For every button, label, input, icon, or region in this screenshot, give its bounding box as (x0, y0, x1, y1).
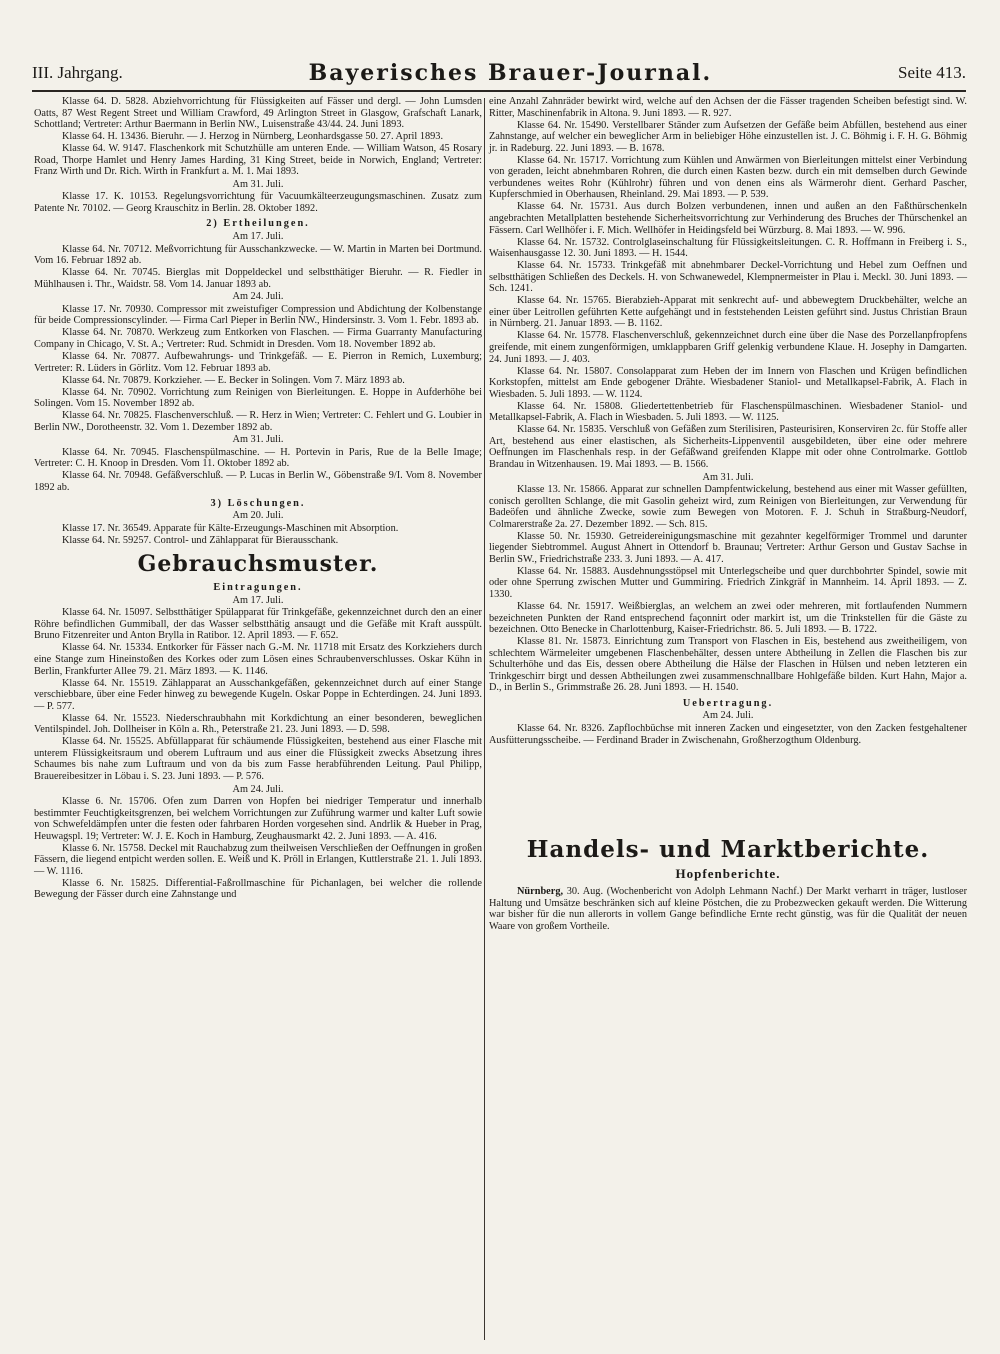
left-column (34, 96, 482, 902)
entry: Klasse 64. Nr. 70825. Flaschenverschluß. — R. Herz in Wien; Vertreter: C. Fehlert und G. Loubier in Berlin NW., Dorotheenstr. 32. Vom 1. Dezember 1892 ab. (34, 410, 482, 433)
entry: Klasse 64. Nr. 70945. Flaschenspülmaschine. — H. Portevin in Paris, Rue de la Belle Image; Vertreter: C. H. Knoop in Dresden. Vom 11. Oktober 1892 ab. (34, 446, 482, 470)
market-place: Nürnberg, (517, 886, 564, 898)
entry: Klasse 64. Nr. 70902. Vorrichtung zum Reinigen von Bierleitungen. E. Hoppe in Aufderhöhe bei Solingen. Vom 15. November 1892 ab. (34, 386, 482, 410)
entry: Klasse 81. Nr. 15873. Einrichtung zum Transport von Flaschen in Eis, bestehend aus zweitheiligem, von schlechtem Wärmeleiter umgebenen Flaschenbehälter, dessen untere Abtheilung in Zellen die Flaschen bis zur Schulterhöhe und das Eis, dessen obere Abtheilung die Hälse der Flaschen in Hülsen und neben letzteren ein Trinkgeschirr birgt und dessen Abtheilungen zwei zusammenschnallbare Hohlgefäße bilden. Kurt Hahn, Major a. D., in Berlin S., Grimmstraße 26. 28. Juni 1893. — H. 1540. (489, 636, 967, 694)
entry: Klasse 64. Nr. 15097. Selbstthätiger Spülapparat für Trinkgefäße, gekennzeichnet durch den an einer Röhre befindlichen Gummiball, der das Wasser selbstthätig ansaugt und die Gefäße mit Kraft ausspült. Bruno Fitzenreiter und Anton Brylla in Ratibor. 12. April 1893. — F. 652. (34, 607, 482, 642)
entry: Klasse 64. Nr. 15883. Ausdehnungsstöpsel mit Unterlegscheibe und quer durchbohrter Spindel, sowie mit oder ohne Sperrung zwischen Mutter und Gummiring. Friedrich Zinkgräf in Mannheim. 14. April 1893. — Z. 1330. (489, 565, 967, 600)
entry: Klasse 64. Nr. 70877. Aufbewahrungs- und Trinkgefäß. — E. Pierron in Remich, Luxemburg; Vertreter: R. Lüders in Görlitz. Vom 12. Februar 1893 ab. (34, 350, 482, 374)
volume-label: III. Jahrgang. (32, 63, 123, 82)
entry: Klasse 64. Nr. 15835. Verschluß von Gefäßen zum Sterilisiren, Pasteurisiren, Konserviren 2c. für Stoffe aller Art, bestehend aus einer elastischen, als Sicherheits-Lippenventil ausgebildeten, über eine oder mehrere Oeffnungen im Flaschenhals resp. in der Gefäßwand greifenden Klappe mit oder ohne Controlmarke. Gottlob Brandau in Witzenhausen. 19. Mai 1893. — B. 1566. (489, 424, 967, 470)
entry: Klasse 6. Nr. 15706. Ofen zum Darren von Hopfen bei niedriger Temperatur und innerhalb bestimmter Feuchtigkeitsgrenzen, bei welchem Vorrichtungen zur Zuführung warmer und kalter Luft sowie von Schwefeldämpfen unter die festen oder fahrbaren Horden vorgesehen sind. Andrlik & Hueber in Prag, Heuwagspl. 19; Vertreter: W. J. E. Koch in Hamburg, Zeughausmarkt 42. 2. Juni 1893. — A. 416. (34, 796, 482, 842)
date-line: Am 24. Juli. (232, 783, 284, 795)
entry: Klasse 64. Nr. 15807. Consolapparat zum Heben der im Innern von Flaschen und Krügen befindlichen Korkstopfen, mittelst am Ende gebogener Drähte. Wiesbadener Staniol- und Metallkapsel-Fabrik, A. Flach in Wiesbaden. 5. Juli 1893. — W. 1124. (489, 365, 967, 400)
entry: Klasse 64. Nr. 15334. Entkorker für Fässer nach G.-M. Nr. 11718 mit Ersatz des Korkziehers durch eine Stange zum Hineinstoßen des Korkes oder zum Lösen eines Schraubenverschlusses. Oskar Kühn in Berlin, Frankfurter Allee 79. 21. März 1893. — K. 1146. (34, 642, 482, 677)
date-line: Am 24. Juli. (702, 710, 754, 722)
entry: Klasse 64. Nr. 15525. Abfüllapparat für schäumende Flüssigkeiten, bestehend aus einer Flasche mit unterem Flüssigkeitsraum und oberem Luftraum und aus einer die Flüssigkeit zwecks Absetzung ihres Schaumes bis nahe zum Luftraum und von da bis zum Fasse herabführenden Leitung. Paul Philipp, Brauereibesitzer in Löbau i. S. 23. Juni 1893. — P. 576. (34, 736, 482, 782)
entry: Klasse 64. Nr. 8326. Zapflochbüchse mit inneren Zacken und eingesetzter, von den Zacken festgehaltener Ausfütterungsscheibe. — Ferdinand Brader in Zwischenahn, Großherzogthum Oldenburg. (489, 722, 967, 746)
date-line: Am 31. Juli. (702, 471, 754, 483)
entry: Klasse 64. Nr. 15717. Vorrichtung zum Kühlen und Anwärmen von Bierleitungen mittelst einer Verbindung von geraden, leicht abnehmbaren Rohren, die durch einen Kasten bezw. durch ein mit demselben durch Gewinde verbundenes weites Rohr (Kühlrohr) führen und von denen eins als Wärmerohr dient. Gerhard Pascher, Kupferschmied in Oberhausen, Rheinland. 29. Mai 1893. — P. 539. (489, 154, 967, 201)
page-number: Seite 413. (897, 63, 966, 82)
entry: Klasse 17. Nr. 70930. Compressor mit zweistufiger Compression und Abdichtung der Kolbenstange für beide Compressionscylinder. — Firma Carl Pieper in Berlin NW., Hindersinstr. 3. Vom 1. Febr. 1893 ab. (34, 303, 482, 327)
section-subheading: Uebertragung. (682, 697, 774, 709)
date-line: Am 31. Juli. (232, 178, 284, 190)
entry: Klasse 64. Nr. 59257. Control- und Zählapparat für Bierausschank. (62, 534, 339, 546)
entry: Klasse 64. Nr. 70712. Meßvorrichtung für Ausschankzwecke. — W. Martin in Marten bei Dortmund. Vom 16. Februar 1892 ab. (34, 243, 482, 267)
entry: Klasse 17. K. 10153. Regelungsvorrichtung für Vacuumkälteerzeugungsmaschinen. Zusatz zum Patente Nr. 70102. — Georg Krauschitz in Berlin. 28. Oktober 1892. (34, 191, 482, 214)
entry: Klasse 64. Nr. 15523. Niederschraubhahn mit Korkdichtung an einer besonderen, beweglichen Ventilspindel. Joh. Dollheiser in Köln a. Rh., Peterstraße 21. 23. Juni 1893. — D. 598. (34, 712, 482, 736)
entry: Klasse 64. Nr. 15765. Bierabzieh-Apparat mit senkrecht auf- und abbewegtem Druckbehälter, welche an einer über Leitrollen geführten Kette aufgehängt und in feststehenden Leisten geführt sind. Justus Christian Braun in Nürnberg. 21. Januar 1893. — B. 1162. (489, 295, 967, 330)
entry: Klasse 64. D. 5828. Abziehvorrichtung für Flüssigkeiten auf Fässer und dergl. — John Lumsden Oatts, 87 West Regent Street und William Crawford, 49 Arlington Street in Glasgow, Grafschaft Lanark, Schottland; Vertreter: Arthur Baermann in Berlin NW., Luisenstraße 43/44. 24. Juni 1893. (34, 96, 482, 131)
date-line: Am 17. Juli. (232, 231, 284, 243)
entry: Klasse 64. Nr. 15731. Aus durch Bolzen verbundenen, innen und außen an den Faßthürschenkeln angebrachten Metallplatten bestehende Sicherheitsvorrichtung zur Verhinderung des Bruches der Thürschenkel an Fässern. Carl Wellhöfer i. F. Mich. Wellhöfer in Heidingsfeld bei Würzburg. 8. Mai 1893. — W. 996. (489, 201, 967, 236)
entry: Klasse 6. Nr. 15758. Deckel mit Rauchabzug zum theilweisen Verschließen der Oeffnungen in großen Fässern, die liegend entpicht werden sollen. E. Weiß und K. Pröll in Erlangen, Kuttlerstraße 21. 1. Juli 1893. — W. 1116. (34, 842, 482, 877)
entry: Klasse 64. Nr. 15519. Zählapparat an Ausschankgefäßen, gekennzeichnet durch auf einer Stange verschiebbare, über eine Feder hinweg zu bewegende Kugeln. Oskar Poppe in Echterdingen. 24. Juni 1893. — P. 577. (34, 677, 482, 712)
section-subheading-hopfen: Hopfenberichte. (675, 866, 781, 882)
market-text: 30. Aug. (Wochenbericht von Adolph Lehmann Nachf.) Der Markt verharrt in träger, lustloser Haltung und Umsätze beschränken sich auf kleine Pöstchen, die zu Probezwecken gekauft werden. Die Witterung war bisher für die nun allerorts in vollem Gange befindliche Ernte recht günstig, was für die Qualität der neuen Waare von großem Vortheile. (489, 886, 967, 932)
entry: Klasse 64. W. 9147. Flaschenkork mit Schutzhülle am unteren Ende. — William Watson, 45 Rosary Road, Thorpe Hamlet und Henry James Harding, 31 King Street, beide in Norwich, England; Vertreter: Franz Wirth und Dr. Rich. Wirth in Frankfurt a. M. 1. Mai 1893. (34, 143, 482, 178)
entry: Klasse 64. Nr. 15808. Gliedertettenbetrieb für Flaschenspülmaschinen. Wiesbadener Staniol- und Metallkapsel-Fabrik, A. Flach in Wiesbaden. 5. Juli 1893. — W. 1125. (489, 400, 967, 424)
section-subheading: 2) Ertheilungen. (206, 218, 310, 230)
journal-title: Bayerisches Brauer-Journal. (308, 60, 713, 86)
section-subheading: Eintragungen. (213, 582, 303, 594)
entry: Klasse 64. Nr. 70745. Bierglas mit Doppeldeckel und selbstthätiger Bieruhr. — R. Fiedler in Mühlhausen i. Thr., Waidstr. 58. Vom 14. Januar 1893 ab. (34, 267, 482, 290)
date-line: Am 20. Juli. (232, 510, 284, 522)
right-column (489, 96, 967, 933)
date-line: Am 17. Juli. (232, 594, 284, 606)
entry: Klasse 50. Nr. 15930. Getreidereinigungsmaschine mit gezahnter kegelförmiger Trommel und darunter liegender Siebtrommel. August Ahnert in Ottendorf b. Braunau; Vertreter: Arthur Gerson und Gustav Sachse in Berlin SW., Friedrichstraße 233. 3. Juni 1893. — A. 417. (489, 530, 967, 565)
date-line: Am 24. Juli. (232, 291, 284, 303)
entry: Klasse 64. H. 13436. Bieruhr. — J. Herzog in Nürnberg, Leonhardsgasse 50. 27. April 1893. (62, 131, 444, 143)
section-heading-gebrauchsmuster: Gebrauchsmuster. (137, 551, 379, 578)
entry: Klasse 64. Nr. 70870. Werkzeug zum Entkorken von Flaschen. — Firma Guarranty Manufacturing Company in Chicago, V. St. A.; Vertreter: Rud. Schmidt in Dresden. Vom 18. November 1892 ab. (34, 327, 482, 350)
page-header (32, 56, 966, 92)
market-report (489, 886, 967, 932)
entry: Klasse 17. Nr. 36549. Apparate für Kälte-Erzeugungs-Maschinen mit Absorption. (62, 522, 399, 534)
entry: Klasse 6. Nr. 15825. Differential-Faßrollmaschine für Pichanlagen, bei welcher die rollende Bewegung der Fässer durch eine Zahnstange und (34, 877, 482, 901)
entry: Klasse 64. Nr. 15778. Flaschenverschluß, gekennzeichnet durch eine über die Nase des Porzellanpfropfens greifende, mit einem zungenförmigen, umklappbaren Griff gelenkig verbundene Klaue. H. Josephy in Damgarten. 24. Juni 1893. — J. 403. (489, 330, 967, 365)
entry: Klasse 64. Nr. 15732. Controlglaseinschaltung für Flüssigkeitsleitungen. C. R. Hoffmann in Freiberg i. S., Waisenhausgasse 12. 30. Juni 1893. — H. 1544. (489, 236, 967, 260)
entry: Klasse 64. Nr. 70879. Korkzieher. — E. Becker in Solingen. Vom 7. März 1893 ab. (62, 374, 405, 386)
section-subheading: 3) Löschungen. (210, 497, 306, 509)
entry: Klasse 64. Nr. 15490. Verstellbarer Ständer zum Aufsetzen der Gefäße beim Abfüllen, bestehend aus einer Zahnstange, auf welcher ein beweglicher Arm in beliebiger Höhe einzustellen ist. J. C. Böhmig i. F. H. G. Böhmig jr. in Radeburg. 22. Juni 1893. — B. 1678. (489, 119, 967, 154)
entry: Klasse 13. Nr. 15866. Apparat zur schnellen Dampfentwickelung, bestehend aus einer mit Wasser gefüllten, conisch gerollten Schlange, die mit Gasolin geheizt wird, zum Reinigen von Bierleitungen, zur Verwendung für Badeöfen und ähnliche Zwecke, sowie zum Bewegen von Motoren. F. J. Schuh in Straßburg-Neudorf, Colmarerstraße 2a. 27. Dezember 1892. — Sch. 815. (489, 484, 967, 530)
entry: eine Anzahl Zahnräder bewirkt wird, welche auf den Achsen der die Fässer tragenden Scheiben befestigt sind. W. Ritter, Maschinenfabrik in Altona. 9. Juni 1893. — R. 927. (489, 96, 967, 119)
column-divider (484, 98, 485, 1340)
entry: Klasse 64. Nr. 15917. Weißbierglas, an welchem an zwei oder mehreren, mit fortlaufenden Nummern bezeichneten Punkten der Rand entsprechend façonnirt oder markirt ist, um die Trinkstellen für die Gäste zu bezeichnen. Otto Benecke in Charlottenburg, Kaiser-Friedrichstr. 86. 5. Juli 1893. — B. 1722. (489, 601, 967, 636)
section-heading-handelsberichte: Handels- und Marktberichte. (526, 836, 930, 864)
date-line: Am 31. Juli. (232, 434, 284, 446)
entry: Klasse 64. Nr. 70948. Gefäßverschluß. — P. Lucas in Berlin W., Göbenstraße 9/I. Vom 8. November 1892 ab. (34, 470, 482, 493)
entry: Klasse 64. Nr. 15733. Trinkgefäß mit abnehmbarer Deckel-Vorrichtung und Hebel zum Oeffnen und selbstthätigen Schließen des Deckels. H. von Schwanewedel, Klempnermeister in Plau i. Meckl. 30. Juni 1893. — Sch. 1241. (489, 260, 967, 295)
